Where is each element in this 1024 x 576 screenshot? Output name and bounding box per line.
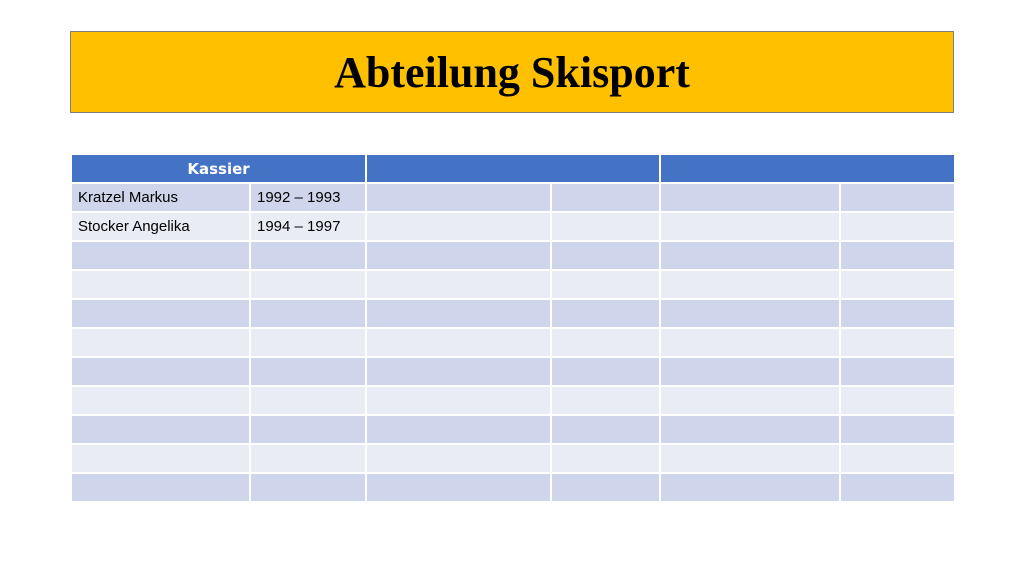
table-cell [840,212,955,241]
table-cell [366,299,551,328]
table-cell [660,270,840,299]
table-cell [840,357,955,386]
roster-table [70,153,956,503]
table-cell [250,270,366,299]
table-cell [366,241,551,270]
table-row [71,386,955,415]
table-cell [660,299,840,328]
table-cell [366,183,551,212]
table-cell [366,328,551,357]
table-cell [840,183,955,212]
table-cell [660,386,840,415]
page-title: Abteilung Skisport [334,47,690,97]
table-cell [660,212,840,241]
table-cell [840,444,955,473]
table-cell [551,357,660,386]
table-cell [551,212,660,241]
table-cell [660,241,840,270]
column-header-kassier: Kassier [71,154,366,183]
table-cell [71,386,250,415]
table-cell [551,473,660,502]
table-cell [250,473,366,502]
table-row [71,473,955,502]
table-cell [250,386,366,415]
table-row [71,183,955,212]
table-cell [551,299,660,328]
table-cell [71,241,250,270]
table-cell [250,415,366,444]
table-cell [551,183,660,212]
table-cell [71,357,250,386]
table-cell [660,183,840,212]
table-cell [840,299,955,328]
table-cell [250,357,366,386]
table-row [71,357,955,386]
table-cell [551,328,660,357]
table-cell [71,473,250,502]
table-cell [551,241,660,270]
table-cell [250,241,366,270]
table-cell [366,444,551,473]
table-cell [660,357,840,386]
table-cell [71,415,250,444]
table-cell [551,415,660,444]
table-cell [71,270,250,299]
table-cell [71,328,250,357]
table-cell [660,473,840,502]
table-cell [551,270,660,299]
column-header [660,154,955,183]
table-cell [551,386,660,415]
column-header [366,154,660,183]
table-cell [250,299,366,328]
table-cell [366,212,551,241]
table-cell [366,270,551,299]
table-cell [660,328,840,357]
table-cell [366,473,551,502]
table-cell [366,357,551,386]
title-banner [70,31,954,113]
table-cell [366,415,551,444]
table-row [71,299,955,328]
table-cell [840,415,955,444]
table-cell [71,444,250,473]
table-row [71,212,955,241]
table-cell [840,386,955,415]
table-cell [840,241,955,270]
table-cell [660,444,840,473]
table-row [71,444,955,473]
table-cell [660,415,840,444]
table-header-row [71,154,955,183]
table-row [71,241,955,270]
table-cell: Kratzel Markus [71,183,250,212]
table-row [71,270,955,299]
table-row [71,415,955,444]
table-cell: 1994 – 1997 [250,212,366,241]
table-row [71,328,955,357]
table-cell: Stocker Angelika [71,212,250,241]
table-cell [71,299,250,328]
table-cell [840,328,955,357]
table-cell [840,270,955,299]
table-cell [250,328,366,357]
table-cell [840,473,955,502]
table-cell [366,386,551,415]
table-cell [250,444,366,473]
table-cell [551,444,660,473]
table-cell: 1992 – 1993 [250,183,366,212]
